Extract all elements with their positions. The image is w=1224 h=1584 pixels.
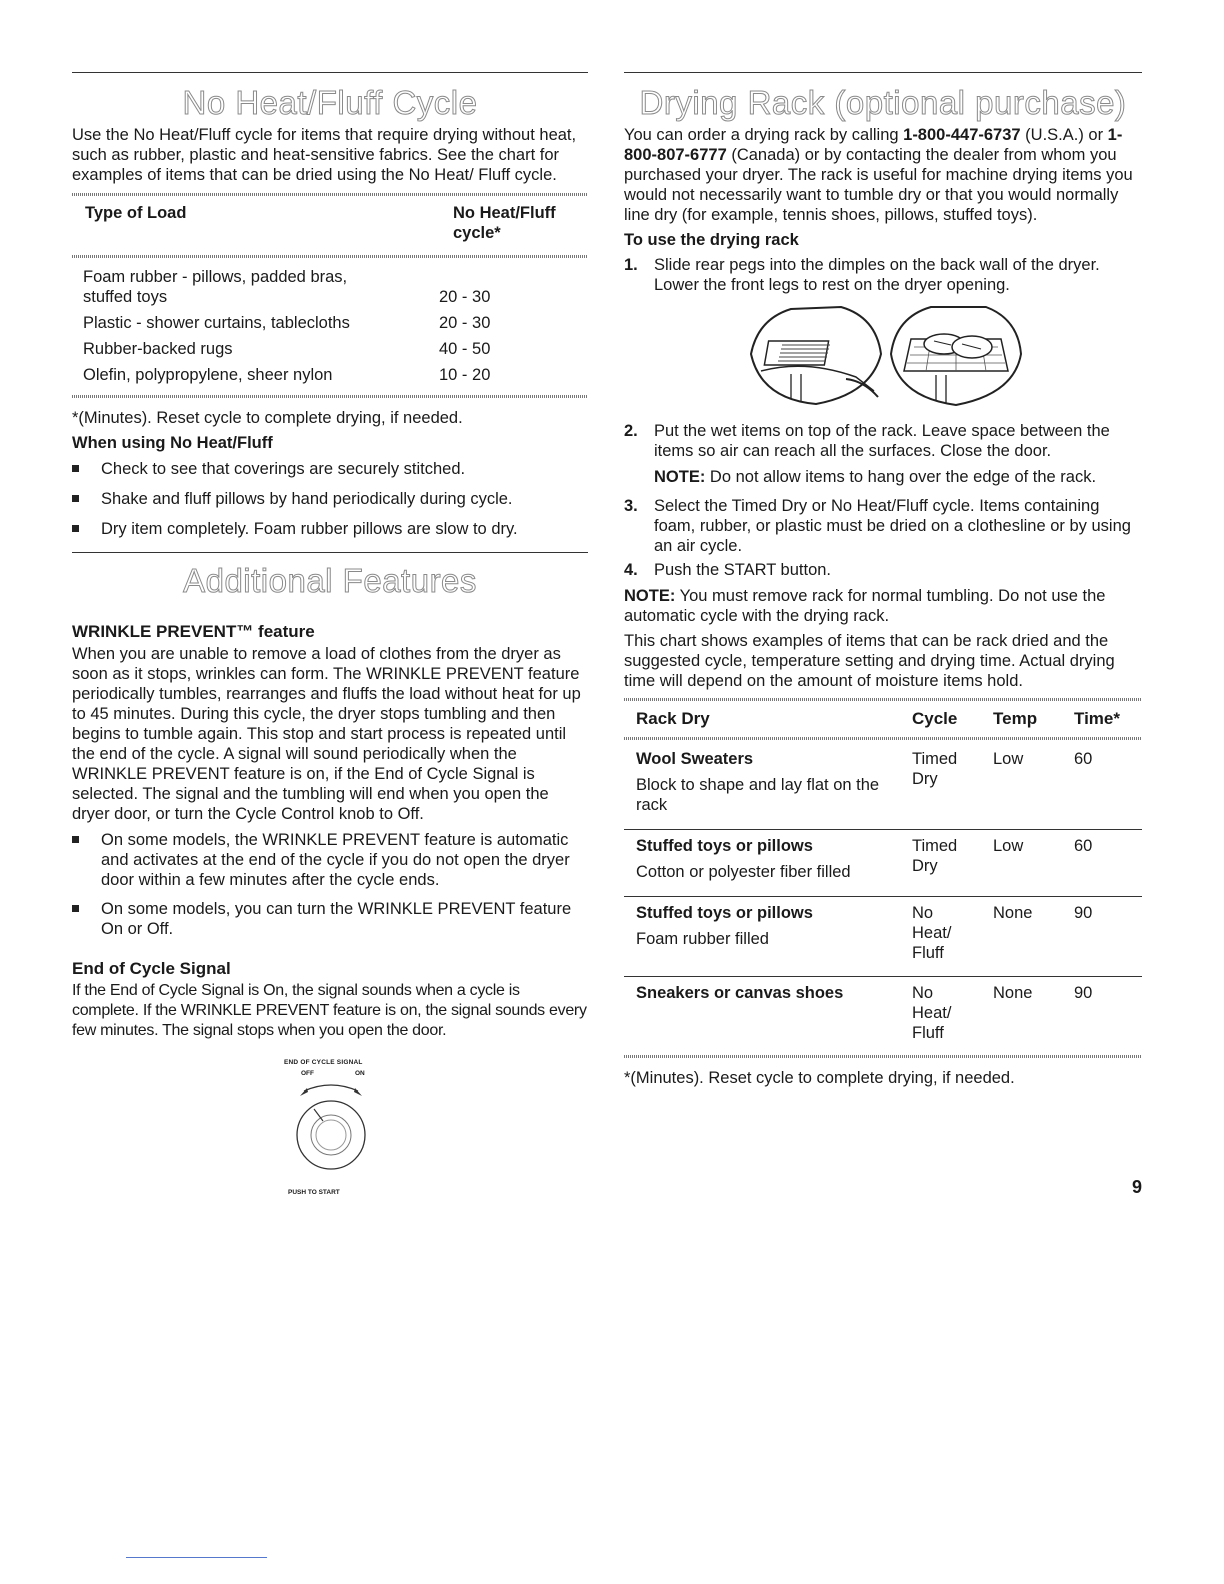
item-name: Sneakers or canvas shoes <box>636 984 844 1002</box>
table-row <box>624 749 1142 815</box>
bullet-icon <box>72 905 79 912</box>
table-divider <box>624 1055 1142 1058</box>
bullet-icon <box>72 465 79 472</box>
eoc-heading: End of Cycle Signal <box>72 959 231 978</box>
col-cycle: Cycle <box>912 709 958 728</box>
section-rule <box>72 552 588 553</box>
time-cell: 20 - 30 <box>439 314 491 332</box>
temp-cell: Low <box>993 837 1024 855</box>
no-heat-bullets <box>72 459 588 539</box>
table-row <box>72 313 588 339</box>
col-no-heat-cycle <box>453 203 588 243</box>
rack-intro-part: You can order a drying rack by calling <box>624 126 904 144</box>
bullet-icon <box>72 495 79 502</box>
table-row <box>72 365 588 385</box>
step-text: Push the START button. <box>654 561 832 579</box>
rack-note <box>624 586 1142 626</box>
row-rule <box>624 896 1142 897</box>
bullet-text: Dry item completely. Foam rubber pillows are slow to dry. <box>101 520 518 538</box>
cycle-text: Timed <box>912 837 958 855</box>
table-divider <box>72 193 588 196</box>
list-item <box>72 830 588 890</box>
table-divider <box>624 737 1142 740</box>
bullet-icon <box>72 525 79 532</box>
knob-push-label: PUSH TO START <box>288 1189 340 1196</box>
temp-cell: Low <box>993 750 1024 768</box>
item-name: Wool Sweaters <box>636 750 754 768</box>
cycle-text: Dry <box>912 770 938 788</box>
drying-rack-image <box>746 299 1026 409</box>
no-heat-title: No Heat/Fluff Cycle <box>182 84 478 121</box>
item-cell <box>624 836 912 882</box>
cycle-text: No <box>912 904 934 922</box>
step-number: 4. <box>624 561 638 579</box>
col-no-heat-line1: No Heat/Fluff <box>453 204 556 222</box>
left-column <box>72 72 588 1201</box>
time-cell: 40 - 50 <box>439 340 491 358</box>
time-cell: 60 <box>1074 837 1093 855</box>
cycle-text: Timed <box>912 750 958 768</box>
rack-intro <box>624 125 1142 225</box>
list-item <box>624 560 1142 580</box>
bullet-text: On some models, you can turn the WRINKLE PREVENT feature On or Off. <box>101 900 572 938</box>
step-text: Slide rear pegs into the dimples on the back wall of the dryer. Lower the front legs to rest on the dryer opening. <box>654 256 1100 294</box>
bullet-text: On some models, the WRINKLE PREVENT feature is automatic and activates at the end of the cycle if you do not open the dryer door within a few minutes after the cycle ends. <box>101 831 570 889</box>
load-cell <box>72 267 439 313</box>
row-rule <box>624 976 1142 977</box>
list-item <box>72 459 588 479</box>
table-divider <box>624 698 1142 701</box>
rack-intro-part: (U.S.A.) or <box>1020 126 1108 144</box>
eoc-text: If the End of Cycle Signal is On, the signal sounds when a cycle is complete. If the WRINKLE PREVENT feature is on, the signal sounds every few minutes. The signal stops when you open the door. <box>72 982 587 1039</box>
note-text: Do not allow items to hang over the edge of the rack. <box>705 468 1097 486</box>
cycle-text: Fluff <box>912 944 944 962</box>
item-desc: Cotton or polyester fiber filled <box>636 863 851 881</box>
table-row <box>624 983 1142 1043</box>
cycle-text: Dry <box>912 857 938 875</box>
table-row <box>72 267 588 313</box>
knob-label: END OF CYCLE SIGNAL <box>284 1059 363 1066</box>
item-cell <box>624 903 912 963</box>
step-text: Select the Timed Dry or No Heat/Fluff cycle. Items containing foam, rubber, or plastic must be dried on a clothesline or by using an air cycle. <box>654 497 1131 555</box>
bullet-text: Shake and fluff pillows by hand periodically during cycle. <box>101 490 513 508</box>
time-cell: 20 - 30 <box>439 288 491 306</box>
cycle-text: No <box>912 984 934 1002</box>
cycle-text: Heat/ <box>912 924 952 942</box>
rack-steps <box>624 421 1142 461</box>
step-number: 2. <box>624 422 638 440</box>
top-rule <box>72 72 588 73</box>
table-divider <box>72 395 588 398</box>
item-desc: Block to shape and lay flat on the rack <box>636 776 880 814</box>
load-cell: Plastic - shower curtains, tablecloths <box>83 314 350 332</box>
cycle-cell <box>912 903 993 963</box>
when-using-heading: When using No Heat/Fluff <box>72 434 273 452</box>
table-row <box>624 903 1142 963</box>
knob-on-label: ON <box>355 1070 365 1077</box>
note-text: You must remove rack for normal tumbling. Do not use the automatic cycle with the drying rack. <box>624 587 1106 625</box>
rack-footnote: *(Minutes). Reset cycle to complete drying, if needed. <box>624 1069 1015 1087</box>
temp-cell: None <box>993 904 1033 922</box>
rack-steps <box>624 496 1142 580</box>
step-number: 1. <box>624 256 638 274</box>
list-item <box>72 489 588 509</box>
cycle-cell <box>912 836 993 882</box>
use-rack-heading: To use the drying rack <box>624 231 799 249</box>
knob-icon <box>286 1077 376 1173</box>
list-item <box>624 496 1142 556</box>
knob-off-label: OFF <box>301 1070 314 1077</box>
temp-cell: None <box>993 984 1033 1002</box>
bottom-rule <box>126 1557 267 1558</box>
rack-table-row <box>624 903 1142 963</box>
list-item <box>72 899 588 939</box>
table-row <box>624 836 1142 882</box>
rack-chart-intro: This chart shows examples of items that can be rack dried and the suggested cycle, temperature setting and drying time. Actual drying time will depend on the amount of moisture items hold. <box>624 632 1115 690</box>
step-text: Put the wet items on top of the rack. Leave space between the items so air can reach all the surfaces. Close the door. <box>654 422 1110 460</box>
page-number: 9 <box>1131 1177 1142 1197</box>
no-heat-table <box>72 203 588 243</box>
col-type-of-load: Type of Load <box>85 204 187 222</box>
note-label: NOTE: <box>654 468 706 486</box>
rack-table-header <box>624 709 1142 729</box>
wrinkle-bullets <box>72 830 588 939</box>
cycle-cell <box>912 983 993 1043</box>
note-label: NOTE: <box>624 587 676 605</box>
step-number: 3. <box>624 497 638 515</box>
item-name: Stuffed toys or pillows <box>636 837 813 855</box>
col-no-heat-line2: cycle* <box>453 224 501 242</box>
bullet-icon <box>72 836 79 843</box>
rack-title: Drying Rack (optional purchase) <box>639 84 1127 121</box>
wrinkle-text: When you are unable to remove a load of clothes from the dryer as soon as it stops, wrinkles can form. The WRINKLE PREVENT feature periodically tumbles, rearranges and fluffs the load without heat for up to 45 minutes. During this cycle, the dryer stops tumbling and then begins to tumble again. This stop and start process is repeated until the end of the cycle. A signal will sound periodically when the WRINKLE PREVENT feature is on, if the End of Cycle Signal is selected. The signal and the tumbling will end when you open the dryer door, or turn the Cycle Control knob to Off. <box>72 645 581 823</box>
col-temp: Temp <box>993 709 1038 728</box>
additional-title: Additional Features <box>183 562 477 599</box>
item-name: Stuffed toys or pillows <box>636 904 813 922</box>
time-cell: 90 <box>1074 984 1093 1002</box>
eoc-knob-figure <box>72 1051 588 1201</box>
col-rack-dry: Rack Dry <box>636 709 710 728</box>
no-heat-footnote: *(Minutes). Reset cycle to complete drying, if needed. <box>72 409 463 427</box>
list-item <box>624 255 1142 295</box>
table-row <box>72 339 588 365</box>
cycle-text: Heat/ <box>912 1004 952 1022</box>
top-rule <box>624 72 1142 73</box>
load-text: stuffed toys <box>83 288 168 306</box>
wrinkle-heading: WRINKLE PREVENT™ feature <box>72 622 315 641</box>
item-desc: Foam rubber filled <box>636 930 769 948</box>
right-column <box>624 72 1142 1088</box>
phone-us: 1-800-447-6737 <box>903 126 1021 144</box>
time-cell: 10 - 20 <box>439 366 491 384</box>
row-rule <box>624 829 1142 830</box>
rack-steps <box>624 255 1142 295</box>
rack-table-row <box>624 836 1142 882</box>
list-item <box>624 421 1142 461</box>
load-cell: Rubber-backed rugs <box>83 340 233 358</box>
time-cell: 90 <box>1074 904 1093 922</box>
cycle-text: Fluff <box>912 1024 944 1042</box>
item-cell <box>624 983 912 1043</box>
list-item <box>72 519 588 539</box>
step-note <box>624 467 1142 487</box>
item-cell <box>624 749 912 815</box>
no-heat-intro: Use the No Heat/Fluff cycle for items that require drying without heat, such as rubber, plastic and heat-sensitive fabrics. See the chart for examples of items that can be dried using the No Heat/ Fluff cycle. <box>72 126 577 184</box>
no-heat-table-body <box>72 267 588 385</box>
rack-table-row <box>624 983 1142 1043</box>
cycle-cell <box>912 749 993 815</box>
table-divider <box>72 255 588 258</box>
rack-table-row <box>624 749 1142 815</box>
time-cell: 60 <box>1074 750 1093 768</box>
phone-ca: 1-800-807-6777 <box>624 126 1123 164</box>
rack-intro-part: (Canada) or by contacting the dealer from whom you purchased your dryer. The rack is useful for machine drying items you would not necessarily want to tumble dry or that you would normally line dry (for example, tennis shoes, pillows, stuffed toys). <box>624 146 1133 224</box>
bullet-text: Check to see that coverings are securely stitched. <box>101 460 466 478</box>
load-text: Foam rubber - pillows, padded bras, <box>83 268 348 286</box>
load-cell: Olefin, polypropylene, sheer nylon <box>83 366 333 384</box>
col-time: Time* <box>1074 709 1120 728</box>
rack-illustration <box>624 295 1142 415</box>
